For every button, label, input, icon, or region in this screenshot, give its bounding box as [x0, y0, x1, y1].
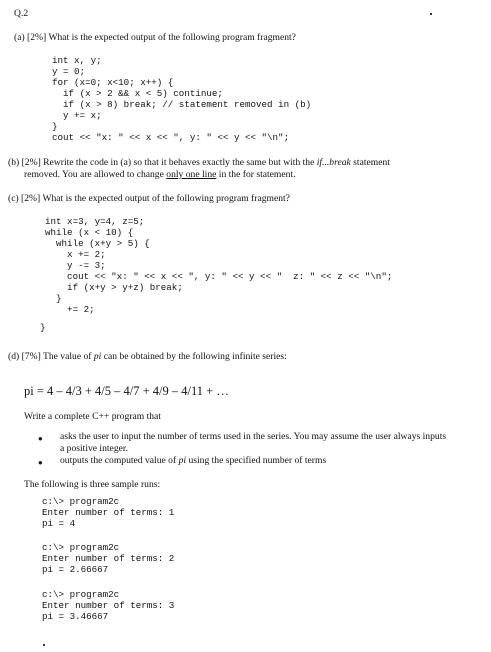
code-line: y = 0; [52, 66, 86, 77]
part-d-text: (d) [7%] The value of [8, 351, 94, 362]
run-line: Enter number of terms: 1 [42, 507, 175, 518]
bullet-text: asks the user to input the number of terms used in the series. You may assume the user always inputs [60, 431, 447, 442]
part-d-emphasis: pi [93, 351, 102, 362]
bullet-icon: ● [38, 458, 43, 467]
code-line: } [52, 121, 58, 132]
part-b-emphasis: if...break [316, 157, 351, 168]
write-instruction: Write a complete C++ program that [24, 411, 161, 422]
part-b-underline: only one line [166, 169, 217, 180]
run-line: c:\> program2c [42, 542, 120, 553]
code-line: cout << "x: " << x << ", y: " << y << " z: " << z << "\n"; [45, 271, 393, 282]
code-line: while (x < 10) { [45, 227, 134, 238]
code-line: while (x+y > 5) { [45, 238, 150, 249]
code-line: if (x+y > y+z) break; [45, 282, 183, 293]
part-a-prompt: (a) [2%] What is the expected output of the following program fragment? [14, 32, 296, 43]
bullet-text: outputs the computed value of [60, 455, 179, 466]
sample-run-1 [42, 496, 174, 529]
part-c-prompt: (c) [2%] What is the expected output of the following program fragment? [8, 193, 290, 204]
run-line: pi = 2.66667 [42, 564, 109, 575]
code-line: if (x > 2 && x < 5) continue; [52, 88, 223, 99]
code-line: for (x=0; x<10; x++) { [52, 77, 174, 88]
run-line: pi = 3.46667 [42, 611, 109, 622]
corner-mark [430, 13, 432, 15]
code-line: } [40, 322, 46, 333]
run-line: Enter number of terms: 2 [42, 553, 175, 564]
part-b-text: removed. You are allowed to change [24, 169, 167, 180]
bullet-text: using the specified number of terms [186, 455, 327, 466]
bullet-emphasis: pi [178, 455, 187, 466]
code-line: cout << "x: " << x << ", y: " << y << "\n"; [52, 132, 290, 143]
code-line: int x, y; [52, 55, 102, 66]
code-line: += 2; [45, 304, 95, 315]
code-line: int x=3, y=4, z=5; [45, 216, 145, 227]
code-line: if (x > 8) break; // statement removed in (b) [52, 99, 312, 110]
sample-run-2 [42, 542, 174, 575]
bullet-text: a positive integer. [60, 443, 128, 454]
code-line: } [45, 293, 62, 304]
page-mark [43, 644, 45, 646]
code-line: x += 2; [45, 249, 106, 260]
bullet-item-output [60, 455, 326, 467]
code-line: y -= 3; [45, 260, 106, 271]
part-a-code [52, 55, 311, 143]
code-line: y += x; [52, 110, 102, 121]
part-d-text: can be obtained by the following infinite series: [101, 351, 287, 362]
question-number: Q.2 [14, 8, 29, 19]
part-b-prompt [8, 157, 486, 181]
part-b-text: statement [350, 157, 390, 168]
bullet-item-input [60, 431, 488, 455]
sample-run-3 [42, 589, 174, 622]
series-formula: pi = 4 – 4/3 + 4/5 – 4/7 + 4/9 – 4/11 + … [24, 384, 229, 398]
run-line: pi = 4 [42, 518, 76, 529]
sample-runs-title: The following is three sample runs: [24, 479, 161, 490]
part-b-text: (b) [2%] Rewrite the code in (a) so that it behaves exactly the same but with the [8, 157, 317, 168]
run-line: c:\> program2c [42, 589, 120, 600]
part-d-prompt [8, 351, 287, 363]
bullet-icon: ● [38, 434, 43, 443]
part-c-code [45, 216, 392, 315]
run-line: c:\> program2c [42, 496, 120, 507]
part-b-text: in the for statement. [216, 169, 296, 180]
run-line: Enter number of terms: 3 [42, 600, 175, 611]
